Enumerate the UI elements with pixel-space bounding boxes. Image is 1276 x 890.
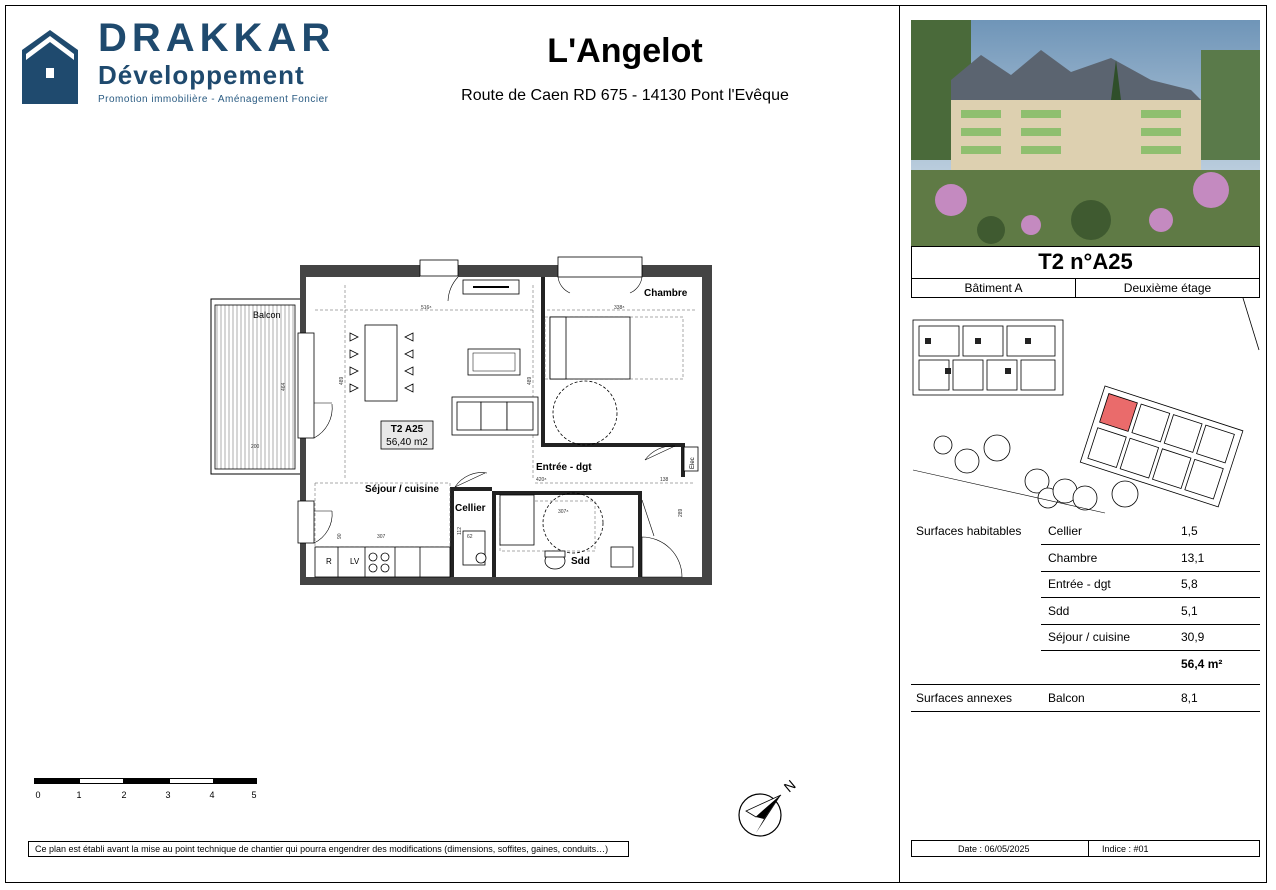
dim-489a: 489 bbox=[339, 376, 345, 385]
fixture-label-lv: LV bbox=[350, 557, 360, 566]
surface-row bbox=[911, 518, 1260, 544]
site-plan bbox=[905, 298, 1265, 518]
surface-label: Chambre bbox=[1048, 551, 1098, 565]
dim-200: 200 bbox=[251, 444, 260, 450]
scale-segment bbox=[34, 778, 79, 784]
disclaimer-note: Ce plan est établi avant la mise au point technique de chantier qui pourra engendrer des modifications (dimensions, soffites, gaines, conduits…) bbox=[28, 841, 629, 857]
bathroom-fixtures bbox=[500, 493, 633, 569]
surface-label: Sdd bbox=[1048, 604, 1070, 618]
scale-tick: 0 bbox=[35, 790, 41, 800]
scale-tick: 4 bbox=[209, 790, 215, 800]
surface-label: Cellier bbox=[1048, 524, 1083, 538]
project-title: L'Angelot bbox=[547, 32, 703, 70]
dim-464: 464 bbox=[281, 382, 287, 391]
unit-floor: Deuxième étage bbox=[1123, 281, 1212, 295]
dim-307b: 307 bbox=[377, 534, 386, 540]
dim-516: 516⁸ bbox=[421, 305, 432, 311]
room-label-elec: Elec bbox=[690, 457, 696, 469]
unit-area-label: 56,40 m2 bbox=[386, 437, 428, 448]
dim-138: 138 bbox=[660, 477, 669, 483]
unit-building: Bâtiment A bbox=[964, 281, 1023, 295]
surface-total: 56,4 m² bbox=[1181, 657, 1223, 671]
scale-segment bbox=[79, 778, 124, 784]
scale-tick: 2 bbox=[121, 790, 127, 800]
brand-subtitle: Développement bbox=[98, 60, 305, 90]
surface-label: Séjour / cuisine bbox=[1048, 630, 1131, 644]
dim-112: 112 bbox=[457, 527, 463, 535]
footer-date: Date : 06/05/2025 bbox=[958, 844, 1030, 854]
brand-logo bbox=[20, 16, 350, 110]
room-label-sejour: Séjour / cuisine bbox=[365, 484, 439, 495]
unit-meta bbox=[911, 278, 1260, 298]
dim-62: 62 bbox=[467, 534, 473, 540]
annexes-category: Surfaces annexes bbox=[916, 691, 1013, 705]
dim-307a: 307⁸ bbox=[558, 509, 569, 515]
house-logo-icon bbox=[20, 20, 80, 106]
surface-value: 5,8 bbox=[1181, 577, 1198, 591]
brand-tagline: Promotion immobilière - Aménagement Foncier bbox=[98, 94, 329, 105]
kitchen-counter bbox=[315, 547, 450, 577]
scale-segment bbox=[214, 778, 257, 784]
room-label-sdd: Sdd bbox=[571, 556, 590, 567]
building-block-north bbox=[913, 320, 1063, 395]
surface-total-row bbox=[911, 651, 1260, 677]
room-label-chambre: Chambre bbox=[644, 288, 688, 299]
room-label-balcon: Balcon bbox=[253, 310, 281, 320]
surface-value: 1,5 bbox=[1181, 524, 1198, 538]
unit-code-label: T2 A25 bbox=[390, 424, 424, 435]
habitable-category: Surfaces habitables bbox=[916, 524, 1022, 538]
surface-label: Entrée - dgt bbox=[1048, 577, 1111, 591]
dim-289: 289 bbox=[678, 508, 684, 517]
surface-value: 30,9 bbox=[1181, 630, 1205, 644]
annex-label: Balcon bbox=[1048, 691, 1085, 705]
scale-bar bbox=[34, 778, 259, 808]
scale-segment bbox=[169, 778, 214, 784]
annex-row bbox=[911, 685, 1260, 711]
room-label-cellier: Cellier bbox=[455, 503, 486, 514]
compass-icon bbox=[734, 773, 808, 839]
building-render-image bbox=[911, 20, 1260, 246]
scale-tick: 5 bbox=[251, 790, 257, 800]
project-address: Route de Caen RD 675 - 14130 Pont l'Evêque bbox=[461, 87, 789, 104]
dim-420: 420⁸ bbox=[536, 477, 547, 483]
dim-338: 338⁸ bbox=[614, 305, 625, 311]
brand-name: DRAKKAR bbox=[98, 16, 336, 60]
footer-info bbox=[911, 840, 1260, 857]
dim-489b: 489 bbox=[527, 376, 533, 385]
footer-index: Indice : #01 bbox=[1102, 844, 1149, 854]
fixture-label-r: R bbox=[326, 557, 332, 566]
surface-row bbox=[911, 545, 1260, 571]
compass-rose bbox=[734, 773, 808, 839]
surface-row bbox=[911, 624, 1260, 650]
unit-title: T2 n°A25 bbox=[911, 246, 1260, 278]
bed bbox=[550, 317, 630, 445]
surface-row bbox=[911, 598, 1260, 624]
scale-tick: 1 bbox=[76, 790, 82, 800]
dining-set bbox=[350, 325, 413, 401]
annex-value: 8,1 bbox=[1181, 691, 1198, 705]
dim-90: 90 bbox=[337, 533, 343, 539]
sofa bbox=[452, 397, 538, 435]
scale-segment bbox=[124, 778, 169, 784]
floor-plan bbox=[205, 255, 725, 600]
column-divider bbox=[899, 5, 900, 883]
surface-value: 13,1 bbox=[1181, 551, 1205, 565]
room-label-entree: Entrée - dgt bbox=[536, 462, 592, 473]
surface-value: 5,1 bbox=[1181, 604, 1198, 618]
surface-row bbox=[911, 571, 1260, 597]
building-block-south bbox=[1080, 386, 1243, 507]
scale-tick: 3 bbox=[165, 790, 171, 800]
compass-north-label: N bbox=[780, 776, 799, 796]
